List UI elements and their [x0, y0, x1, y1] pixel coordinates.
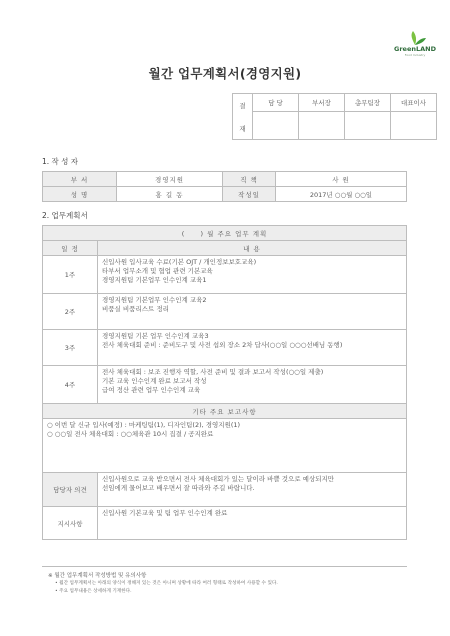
- company-logo: [393, 30, 437, 60]
- week-content[interactable]: [98, 330, 407, 366]
- week-line: 기본 교육 인수인계 완료 보고서 작성: [102, 377, 207, 386]
- report-line: ○ ○○일 전사 체육대회 : ○○체육관 10시 집결 / 공지완료: [47, 430, 214, 439]
- col-week-header: 일 정: [43, 241, 98, 256]
- signature-box-gm[interactable]: [345, 112, 391, 140]
- opinion-content[interactable]: [98, 473, 407, 507]
- other-reports-content[interactable]: [43, 419, 407, 473]
- signature-box-dept-head[interactable]: [299, 112, 345, 140]
- approval-table: [232, 93, 437, 140]
- opinion-label: 담당자 의견: [43, 473, 98, 507]
- logo-subtext: Food Industry: [404, 53, 426, 57]
- week-line: 경영지원팀 기본업무 인수인계 교육2: [102, 296, 207, 304]
- signature-box-ceo[interactable]: [391, 112, 437, 140]
- week-line: 경영지원팀 기본업무 인수인계 교육1: [102, 276, 207, 285]
- approval-role-dept-head: 부서장: [299, 94, 345, 112]
- week-content[interactable]: [98, 294, 407, 330]
- opinion-line: 신입사원으로 교육 받으면서 전사 체육대회가 있는 달이라 바쁠 것으로 예상되지만: [102, 475, 335, 483]
- notes-item: • 주요 업무내용은 상세하게 기재한다.: [55, 588, 132, 594]
- signature-box-staff[interactable]: [253, 112, 299, 140]
- instruction-label: 지시사항: [43, 507, 98, 540]
- week-line: 신입사원 입사교육 수료(기본 OJT / 개인정보보호교육): [102, 258, 257, 266]
- week-content[interactable]: [98, 366, 407, 404]
- date-label: 작성일: [223, 187, 276, 202]
- opinion-line: 선임에게 물어보고 배우면서 잘 따라와 주길 바랍니다.: [102, 484, 255, 493]
- section-heading-author: 1. 작 성 자: [42, 157, 79, 166]
- plan-header: ( ) 월 주요 업무 계획: [43, 226, 407, 241]
- approval-label-top: 결: [239, 101, 246, 110]
- other-reports-header: 기타 주요 보고사항: [43, 404, 407, 419]
- instruction-line: 신입사원 기본교육 및 팀 업무 인수인계 완료: [102, 509, 228, 517]
- week-line: 경영지원팀 기본 업무 인수인계 교육3: [102, 332, 209, 340]
- dept-label: 부 서: [43, 172, 117, 187]
- week-line: 전사 체육대회 : 보조 진행자 역할, 사전 준비 및 결과 보고서 작성(○○일 제출): [102, 368, 324, 376]
- page-title: 월간 업무계획서(경영지원): [148, 66, 302, 81]
- approval-label-bottom: 재: [239, 124, 246, 133]
- week-content[interactable]: [98, 256, 407, 294]
- approval-role-ceo: 대표이사: [391, 94, 437, 112]
- position-value[interactable]: 사 원: [276, 172, 407, 187]
- monthly-plan-table: [42, 225, 407, 540]
- report-line: ○ 이번 달 신규 입사(예정) : 마케팅팀(1), 디자인팀(2), 경영지원(1): [47, 421, 241, 429]
- date-value[interactable]: 2017년 ○○월 ○○일: [276, 187, 407, 202]
- week-label: 2주: [43, 294, 98, 330]
- approval-role-staff: 담 당: [253, 94, 299, 112]
- week-line: 비품실 비품리스트 정리: [102, 305, 169, 314]
- notes-item: • 월간 업무계획서는 아래의 양식이 정해져 있는 것은 아니며 상황에 따라 여러 형태로 작성하여 사용할 수 있다.: [55, 581, 278, 586]
- section-heading-plan: 2. 업무계획서: [42, 211, 88, 220]
- dept-value[interactable]: 경영지원: [117, 172, 223, 187]
- logo-text: GreenLAND: [394, 45, 436, 53]
- name-value[interactable]: 홍 길 동: [117, 187, 223, 202]
- guidelines-notes: [42, 566, 407, 595]
- author-table: [42, 171, 407, 202]
- name-label: 성 명: [43, 187, 117, 202]
- leaf-icon: [393, 30, 437, 46]
- week-line: 타부서 업무소개 및 협업 관련 기본교육: [102, 267, 213, 276]
- week-line: 전사 체육대회 준비 : 준비도구 및 사전 섭외 장소 2차 답사(○○일 ○○○선배님 동행): [102, 341, 343, 350]
- instruction-content[interactable]: [98, 507, 407, 540]
- week-line: 급여 정산 관련 업무 인수인계 교육: [102, 386, 201, 395]
- week-label: 3주: [43, 330, 98, 366]
- position-label: 직 책: [223, 172, 276, 187]
- approval-label: [233, 94, 253, 140]
- week-label: 4주: [43, 366, 98, 404]
- week-label: 1주: [43, 256, 98, 294]
- approval-role-gm: 총무팀장: [345, 94, 391, 112]
- notes-title: ※ 월간 업무계획서 작성방법 및 유의사항: [48, 573, 147, 579]
- col-content-header: 내 용: [98, 241, 407, 256]
